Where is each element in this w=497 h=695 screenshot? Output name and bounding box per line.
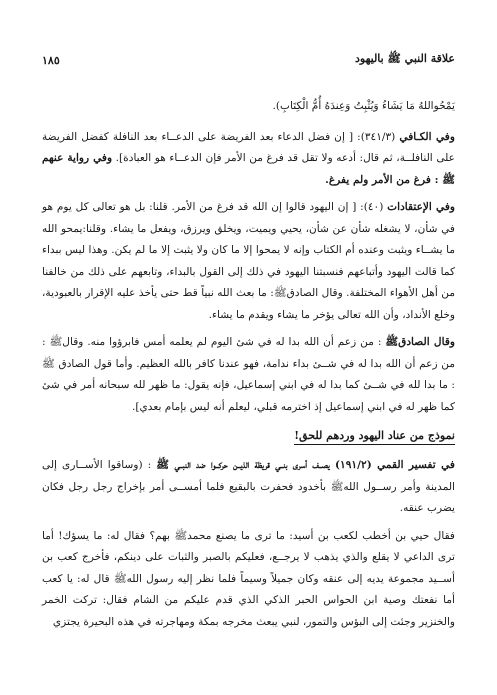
paragraph-text: : من زعم أن الله بدا له في شئ اليوم لم يعلمه أمس فابرؤوا منه. وقالﷺ : من زعم أن الله بدا له في شــئ بداء ندامة، فهو عندنا كافر بالله العظيم. وأما قول الصادق ﷺ : ما بدا لله في شــئ كما بدا له في ابني إسماعيل، فإنه يقول: ما ظهر لله سبحانه أمر في شئ كما ظهر له في ابني إسماعيل إذ اخترمه قبلي، ليعلم أنه ليس بإمام بعدي]. xyxy=(42,336,455,413)
paragraph xyxy=(42,127,455,192)
page-body xyxy=(42,96,455,639)
paragraph xyxy=(42,197,455,326)
section-title: نموذج من عناد اليهود وردهم للحق! xyxy=(294,429,455,445)
paragraph xyxy=(42,332,455,418)
paragraph-text: فقال حيي بن أخطب لكعب بن أسيد: ما ترى ما يصنع محمدﷺ بهم؟ فقال له: ما يسؤك! أما ترى الداعي لا يقلع والذي يذهب لا يرجــع، فعليكم بالصبر والثبات على دينكم، فأخرج كعب بن أســيد مجموعة يديه إلى عنقه وكان جميلاً وسيماً فلما نظر إليه رسول اللهﷺ قال له: يا كعب أما نفعتك وصية ابن الحواس الحبر الذكي الذي قدم عليكم من الشام فقال: تركت الخمر والخنزير وجئت إلى البؤس والتمور، لنبي يبعث مخرجه بمكة ومهاجرته في هذه البحيرة يجتزي xyxy=(42,529,455,628)
running-title: علاقة النبي ﷺ باليهود xyxy=(354,52,455,65)
paragraph-text: يَمْحُواللهُ مَا يَشَاءُ وَيُثْبِتُ وَعِندَهُ أُمُّ الْكِتَابِ). xyxy=(272,100,455,112)
paragraph-text: (٤٠): [ إن اليهود قالوا إن الله قد فرغ من الأمر. قلنا: بل هو تعالى كل يوم هو في شأن، لا يشغله شأن عن شأن، يحيي ويميت، ويخلق ويرزق، ويفعل ما يشاء. وقلنا:يمحو الله ما يشــاء ويثبت وعنده أم الكتاب وإنه لا يمحوا إلا ما كان ولا يثبت إلا ما لم يكن. وهذا ليس ببداء كما قالت اليهود وأتباعهم فنسبتنا اليهود في ذلك إلى القول بالبداء، وتابعهم على ذلك من خالفنا من أهل الأهواء المختلفة. وقال الصادقﷺ: ما بعث الله نبياً قط حتى يأخذ عليه الإقرار بالعبودية، وخلع الأنداد، وأن الله تعالى يؤخر ما يشاء ويقدم ما يشاء. xyxy=(42,201,455,321)
paragraph xyxy=(42,455,455,520)
paragraph-text: : (وساقوا الأســارى إلى المدينة وأمر رســول اللهﷺ بأخدود فحفرت بالبقيع فلما أمســى أمر بإخراج رجل رجل فكان يضرب عنقه. xyxy=(42,459,455,514)
page-number: ١٨٥ xyxy=(42,53,60,67)
source-label: وقال الصادقﷺ xyxy=(385,336,455,348)
paragraph-text: (٣٤١/٣): [ إن فضل الدعاء بعد الفريضة على الدعــاء بعد النافلة كفضل الفريضة على النافلــة، ثم قال: أدعه ولا تقل قد فرغ من الأمر فإن الدعــاء هو العبادة]. xyxy=(42,130,455,164)
page-header xyxy=(42,50,455,70)
emphasis-text: وفي رواية عنهم ﷺ : فرغ من الأمر ولم يفرغ. xyxy=(42,152,455,186)
verse-continuation xyxy=(42,96,455,118)
source-label: وفي الإعتقادات xyxy=(387,201,455,213)
source-label: وفي الكـافي xyxy=(399,130,455,143)
source-label: في تفسير القمي (١٩١/٢) يصــف أسرى بنــي قريظة الذيــن حركــوا ضد النبــي ﷺ xyxy=(156,459,455,471)
paragraph xyxy=(42,526,455,634)
